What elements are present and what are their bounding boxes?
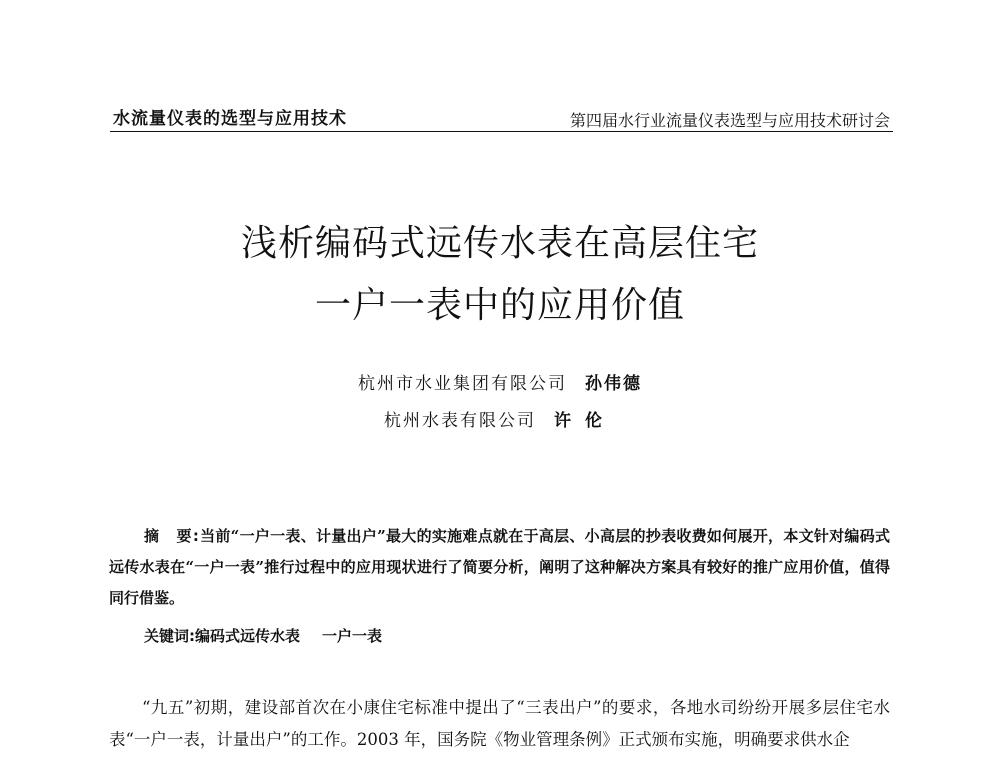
header-conference-name: 第四届水行业流量仪表选型与应用技术研讨会 [569, 111, 890, 130]
abstract [109, 521, 890, 614]
paper-title-line-1: 浅析编码式远传水表在高层住宅 [240, 223, 759, 264]
header-series-title: 水流量仪表的选型与应用技术 [113, 109, 347, 129]
author-line [0, 410, 1000, 432]
running-header [113, 104, 890, 130]
author-affiliation: 杭州水表有限公司 [384, 411, 536, 431]
abstract-text: 当前“一户一表、计量出户”最大的实施难点就在于高层、小高层的抄表收费如何展开，本文针对编码式远传水表在“一户一表”推行过程中的应用现状进行了简要分析，阐明了这种解决方案具有较好的推广应用价值，值得同行借鉴。 [109, 527, 890, 607]
abstract-label: 摘 要: [144, 527, 200, 545]
paper-title-line-2: 一户一表中的应用价值 [314, 285, 685, 326]
keyword-item: 一户一表 [322, 627, 383, 645]
keyword-item: 编码式远传水表 [195, 627, 301, 645]
author-line [0, 373, 1000, 395]
body-paragraph: “九五”初期，建设部首次在小康住宅标准中提出了“三表出户”的要求，各地水司纷纷开展多层住宅水表“一户一表，计量出户”的工作。2003 年，国务院《物业管理条例》正式颁布实施，明确要求供水企 [109, 698, 890, 749]
author-name: 孙伟德 [585, 374, 642, 394]
header-rule [110, 131, 893, 132]
author-name: 许伦 [554, 411, 616, 431]
keywords-label: 关键词: [144, 627, 195, 645]
author-affiliation: 杭州市水业集团有限公司 [358, 374, 567, 394]
keywords [144, 625, 382, 646]
